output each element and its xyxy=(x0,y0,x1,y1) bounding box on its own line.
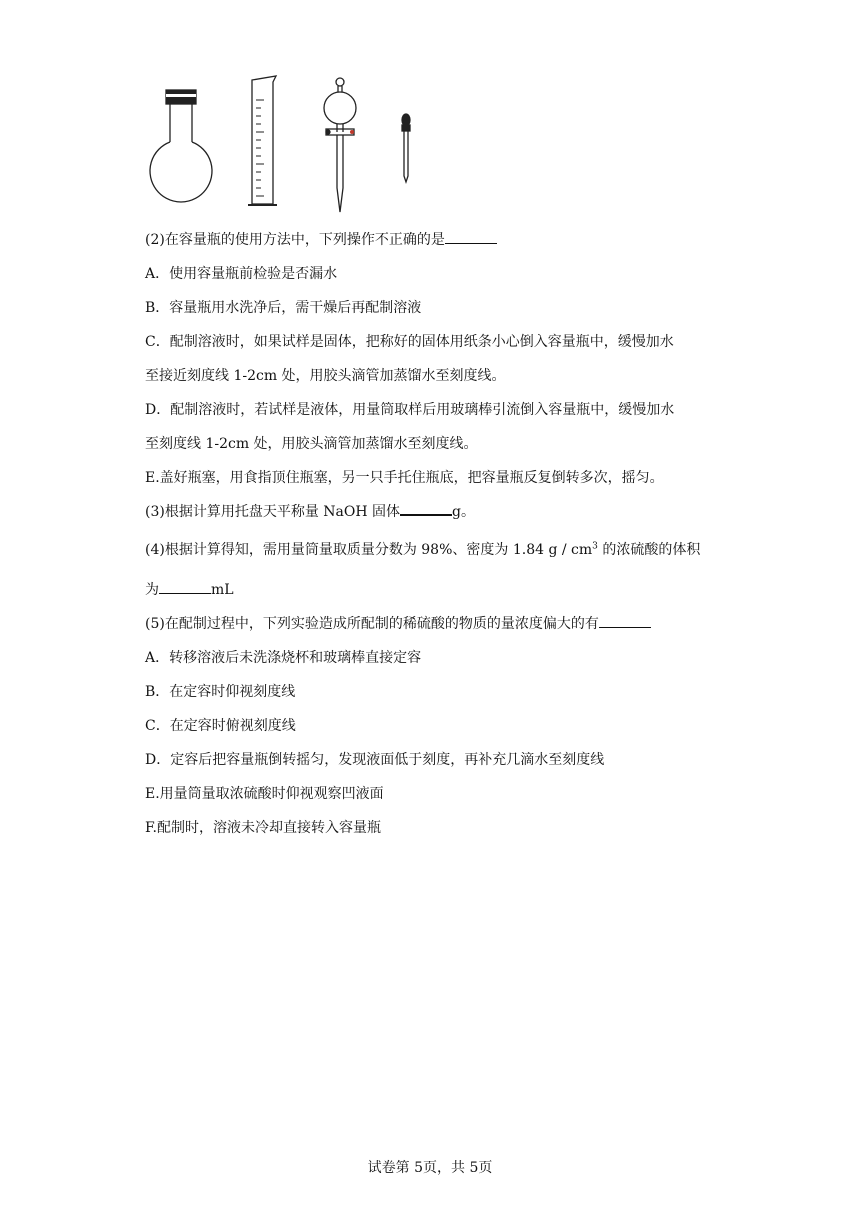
q5-option-f: F.配制时，溶液未冷却直接转入容量瓶 xyxy=(145,820,381,836)
volumetric-flask-drawing xyxy=(150,90,212,202)
q2-option-c: C．配制溶液时，如果试样是固体，把称好的固体用纸条小心倒入容量瓶中，缓慢加水 xyxy=(145,334,674,350)
q2-option-e: E.盖好瓶塞，用食指顶住瓶塞，另一只手托住瓶底，把容量瓶反复倒转多次，摇匀。 xyxy=(145,470,664,486)
separatory-funnel-drawing xyxy=(324,78,356,212)
q2-option-b: B．容量瓶用水洗净后，需干燥后再配制溶液 xyxy=(145,300,422,316)
apparatus-figure xyxy=(140,70,440,220)
q5-option-e: E.用量筒量取浓硫酸时仰视观察凹液面 xyxy=(145,786,384,802)
q2-option-d: D．配制溶液时，若试样是液体，用量筒取样后用玻璃棒引流倒入容量瓶中，缓慢加水 xyxy=(145,402,675,418)
q2-option-c-continued: 至接近刻度线 1-2cm 处，用胶头滴管加蒸馏水至刻度线。 xyxy=(145,368,506,384)
answer-blank-q3[interactable] xyxy=(400,502,452,516)
question-4: (4)根据计算得知，需用量筒量取质量分数为 98%、密度为 1.84 g / $cm^3$ 的浓硫酸的体积 xyxy=(145,541,701,558)
q5-option-c: C．在定容时俯视刻度线 xyxy=(145,718,296,734)
q5-option-d: D．定容后把容量瓶倒转摇匀，发现液面低于刻度，再补充几滴水至刻度线 xyxy=(145,752,605,768)
answer-blank-q2[interactable] xyxy=(445,231,497,244)
q2-option-d-continued: 至刻度线 1-2cm 处，用胶头滴管加蒸馏水至刻度线。 xyxy=(145,436,478,452)
question-2-stem: (2)在容量瓶的使用方法中，下列操作不正确的是 xyxy=(145,230,497,250)
question-3: (3)根据计算用托盘天平称量 NaOH 固体 g。 xyxy=(145,504,475,520)
q5-option-a: A．转移溶液后未洗涤烧杯和玻璃棒直接定容 xyxy=(145,650,422,666)
dropper-drawing xyxy=(402,114,410,182)
graduated-cylinder-drawing xyxy=(248,76,277,205)
question-4-continued: 为 mL xyxy=(145,582,234,598)
q2-option-a: A．使用容量瓶前检验是否漏水 xyxy=(145,266,338,282)
answer-blank-q5[interactable] xyxy=(599,615,651,628)
q5-option-b: B．在定容时仰视刻度线 xyxy=(145,684,296,700)
question-5-stem: (5)在配制过程中，下列实验造成所配制的稀硫酸的物质的量浓度偏大的有 xyxy=(145,614,651,634)
page-footer: 试卷第 5页，共 5页 xyxy=(367,1160,493,1176)
answer-blank-q4[interactable] xyxy=(159,581,211,594)
